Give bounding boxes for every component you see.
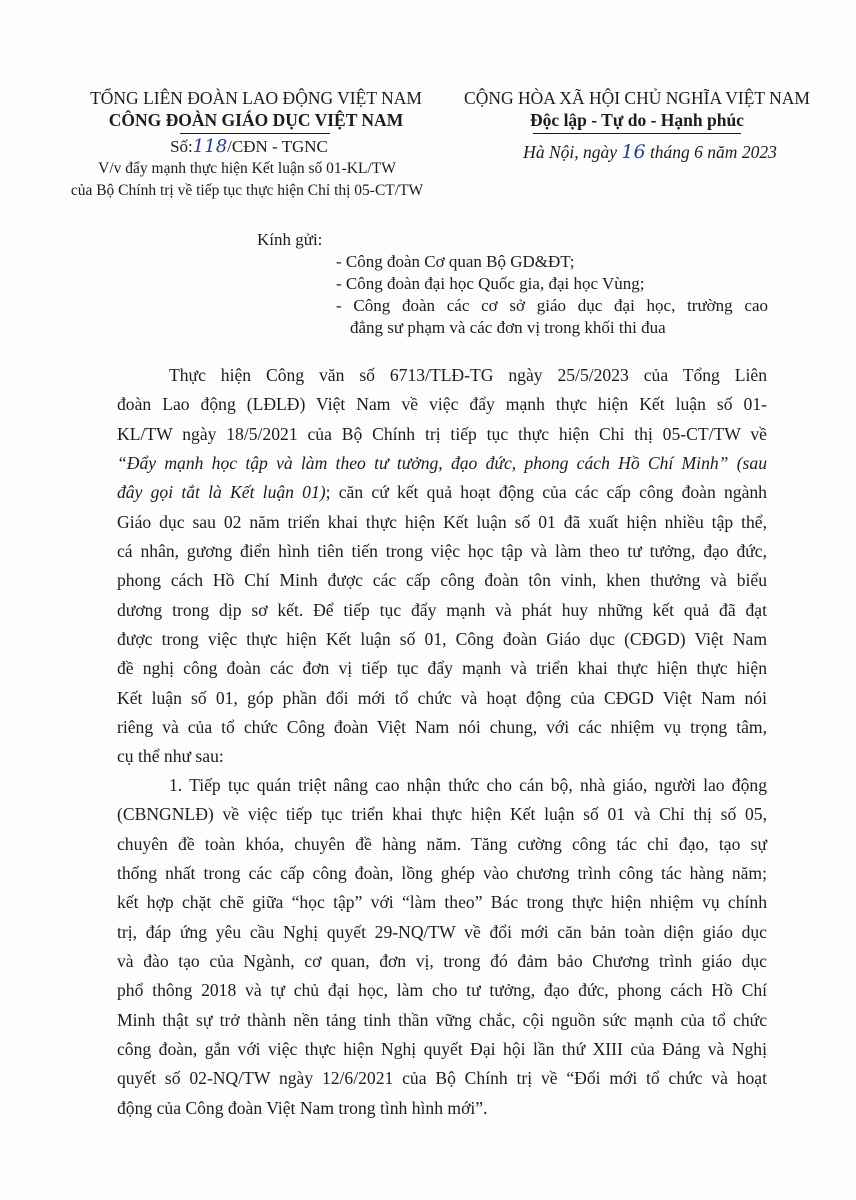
text-line: trị, đáp ứng yêu cầu Nghị quyết 29-NQ/TW về đổi mới căn bản toàn diện giáo dục <box>117 921 767 942</box>
date-suffix: tháng 6 năm 2023 <box>649 142 777 162</box>
text-line: phong cách Hồ Chí Minh được các cấp công đoàn tôn vinh, khen thưởng và biểu <box>117 570 767 591</box>
body-paragraph-1 <box>117 361 767 772</box>
text-line: thống nhất trong các cấp công đoàn, lồng ghép vào chương trình công tác hàng năm; <box>117 863 767 884</box>
text-line: Minh thật sự trở thành nền tảng tinh thần vững chắc, cội nguồn sức mạnh của tổ chức <box>117 1009 767 1030</box>
motto-underline <box>533 133 741 134</box>
text-line: dương trong dịp sơ kết. Để tiếp tục đẩy mạnh và phát huy những kết quả đã đạt <box>117 599 767 620</box>
document-number-prefix: Số: <box>170 137 193 156</box>
recipient-item: - Công đoàn các cơ sở giáo dục đại học, trường cao <box>336 296 768 315</box>
recipient-item: - Công đoàn Cơ quan Bộ GD&ĐT; <box>336 252 575 271</box>
text-line: quyết số 02-NQ/TW ngày 12/6/2021 của Bộ Chính trị về “Đổi mới tổ chức và hoạt <box>117 1068 767 1089</box>
text-line: (CBNGNLĐ) về việc tiếp tục triển khai thực hiện Kết luận số 01 và Chỉ thị số 05, <box>117 804 767 825</box>
recipient-item-continued: đẳng sư phạm và các đơn vị trong khối thi đua <box>350 318 666 337</box>
text-line <box>117 478 767 507</box>
text-line: động của Công đoàn Việt Nam trong tình hình mới”. <box>117 1097 488 1118</box>
text-line: riêng và của tổ chức Công đoàn Việt Nam nói chung, với các nhiệm vụ trọng tâm, <box>117 717 767 738</box>
document-number <box>170 136 328 157</box>
body-paragraph-2 <box>117 771 767 1123</box>
text-line: cá nhân, gương điển hình tiên tiến trong việc học tập và làm theo tư tưởng, đạo đức, <box>117 541 767 562</box>
recipients-label: Kính gửi: <box>257 230 323 249</box>
text-line: cụ thể như sau: <box>117 746 224 767</box>
text-line: “Đẩy mạnh học tập và làm theo tư tưởng, đạo đức, phong cách Hồ Chí Minh” (sau <box>117 453 767 474</box>
date-prefix: Hà Nội, ngày <box>523 142 618 162</box>
organization-name: CÔNG ĐOÀN GIÁO DỤC VIỆT NAM <box>108 110 404 130</box>
text-line: và đào tạo của Ngành, cơ quan, đơn vị, trong đó đảm bảo Chương trình giáo dục <box>117 951 767 972</box>
date-day-handwritten: 16 <box>621 141 646 163</box>
text-line: đoàn Lao động (LĐLĐ) Việt Nam về việc đẩy mạnh thực hiện Kết luận số 01- <box>117 394 767 415</box>
subject-line-1: V/v đẩy mạnh thực hiện Kết luận số 01-KL/TW <box>98 160 396 177</box>
text-line: 1. Tiếp tục quán triệt nâng cao nhận thức cho cán bộ, nhà giáo, người lao động <box>169 775 767 795</box>
text-line: được trong việc thực hiện Kết luận số 01, Công đoàn Giáo dục (CĐGD) Việt Nam <box>117 629 767 650</box>
parent-organization: TỔNG LIÊN ĐOÀN LAO ĐỘNG VIỆT NAM <box>90 88 422 108</box>
text-line: Kết luận số 01, góp phần đổi mới tổ chức và hoạt động của CĐGD Việt Nam nói <box>117 687 767 708</box>
text-line-italic: đây gọi tắt là Kết luận 01) <box>117 482 326 503</box>
text-line: KL/TW ngày 18/5/2021 của Bộ Chính trị tiếp tục thực hiện Chỉ thị 05-CT/TW về <box>117 423 767 444</box>
organization-underline <box>180 133 330 134</box>
document-number-handwritten: 118 <box>192 136 228 157</box>
text-line: Thực hiện Công văn số 6713/TLĐ-TG ngày 25/5/2023 của Tổng Liên <box>169 365 767 385</box>
document-number-suffix: /CĐN - TGNC <box>227 137 328 156</box>
issue-date <box>523 141 777 163</box>
text-line: kết hợp chặt chẽ giữa “học tập” với “làm theo” Bác trong thực hiện nhiệm vụ chính <box>117 892 767 913</box>
text-line: đề nghị công đoàn các đơn vị tiếp tục đẩy mạnh và triển khai thực hiện thực hiện <box>117 658 767 679</box>
text-line: chuyên đề toàn khóa, chuyên đề hàng năm. Tăng cường công tác chỉ đạo, tạo sự <box>117 833 767 854</box>
recipient-item: - Công đoàn đại học Quốc gia, đại học Vùng; <box>336 274 645 293</box>
national-motto: Độc lập - Tự do - Hạnh phúc <box>530 110 744 130</box>
subject-line-2: của Bộ Chính trị về tiếp tục thực hiện Chỉ thị 05-CT/TW <box>70 182 424 199</box>
national-title: CỘNG HÒA XÃ HỘI CHỦ NGHĨA VIỆT NAM <box>464 88 810 108</box>
text-line: Giáo dục sau 02 năm triển khai thực hiện Kết luận số 01 đã xuất hiện nhiều tập thể, <box>117 511 767 532</box>
text-line-rest: ; căn cứ kết quả hoạt động của các cấp công đoàn ngành <box>325 482 767 503</box>
text-line: công đoàn, gắn với việc thực hiện Nghị quyết Đại hội lần thứ XIII của Đảng và Nghị <box>117 1039 767 1060</box>
text-line: phổ thông 2018 và tự chủ đại học, làm cho tư tưởng, đạo đức, phong cách Hồ Chí <box>117 980 767 1001</box>
